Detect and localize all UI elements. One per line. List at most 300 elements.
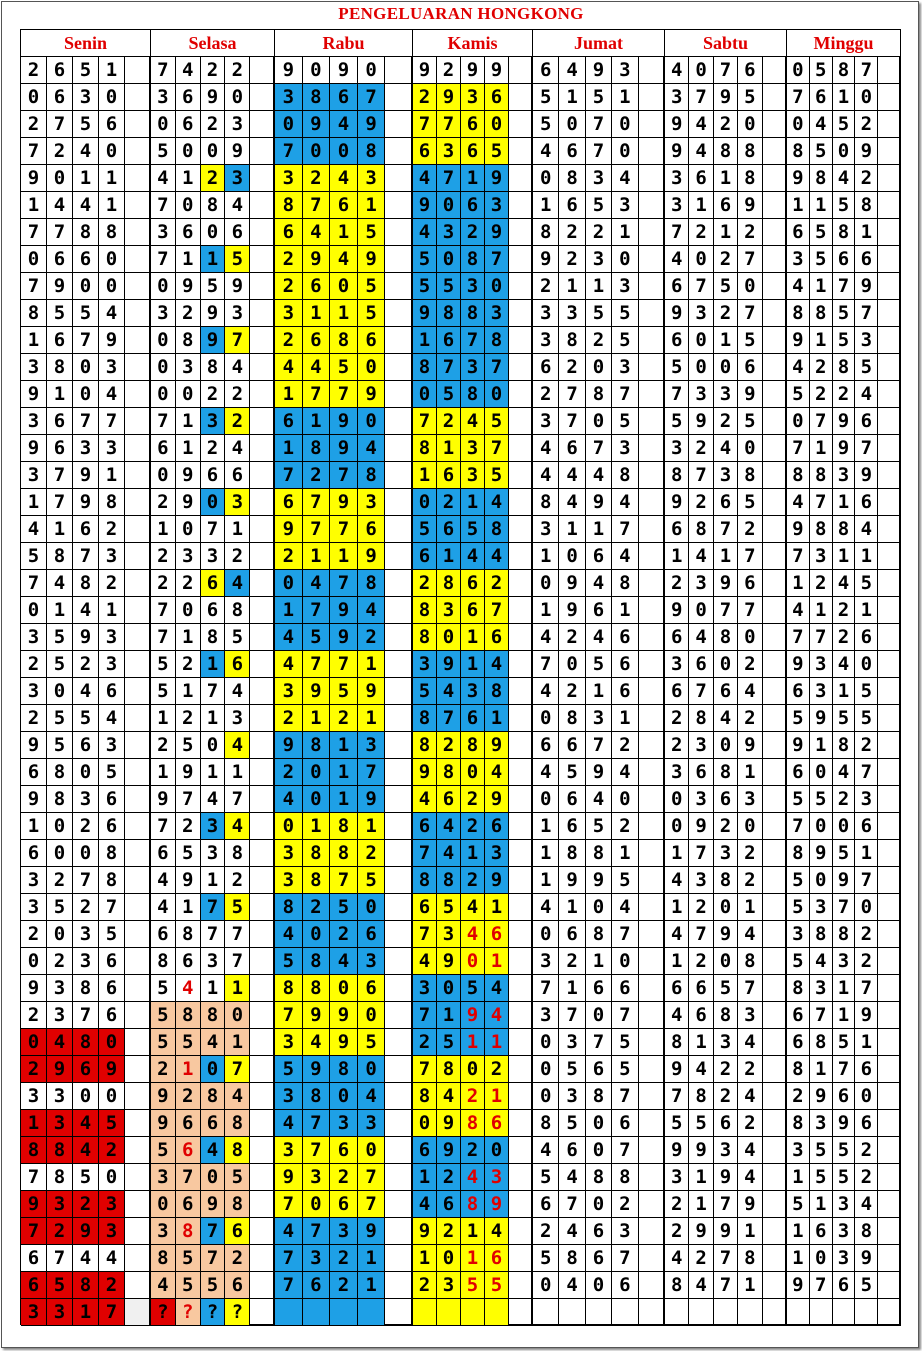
- digit-cell: 0: [533, 165, 559, 192]
- digit-cell: 7: [21, 570, 47, 597]
- spacer-cell: [125, 1029, 151, 1056]
- digit-cell: 9: [533, 246, 559, 273]
- spacer-cell: [878, 1218, 901, 1245]
- digit-cell: 1: [665, 948, 689, 975]
- digit-cell: 0: [21, 246, 47, 273]
- digit-cell: 1: [787, 1245, 810, 1272]
- spacer-cell: [878, 732, 901, 759]
- spacer-cell: [250, 381, 275, 408]
- digit-cell: 8: [461, 381, 485, 408]
- spacer-cell: [250, 597, 275, 624]
- digit-cell: 9: [437, 948, 461, 975]
- digit-cell: 7: [437, 165, 461, 192]
- digit-cell: [738, 1299, 762, 1326]
- digit-cell: 7: [151, 624, 176, 651]
- digit-cell: 6: [665, 678, 689, 705]
- spacer-cell: [878, 705, 901, 732]
- digit-cell: 4: [225, 435, 250, 462]
- digit-cell: 9: [437, 1110, 461, 1137]
- digit-cell: 5: [612, 1056, 638, 1083]
- digit-cell: 9: [485, 867, 509, 894]
- digit-cell: 6: [330, 84, 358, 111]
- spacer-cell: [878, 1029, 901, 1056]
- digit-cell: 8: [533, 489, 559, 516]
- digit-cell: [559, 1299, 585, 1326]
- digit-cell: 0: [176, 516, 201, 543]
- digit-cell: 5: [275, 948, 303, 975]
- digit-cell: 5: [738, 84, 762, 111]
- spacer-cell: [878, 516, 901, 543]
- digit-cell: 3: [358, 165, 386, 192]
- spacer-cell: [763, 570, 787, 597]
- digit-cell: 6: [413, 813, 437, 840]
- digit-cell: 6: [303, 327, 331, 354]
- spacer-cell: [763, 813, 787, 840]
- digit-cell: 2: [689, 219, 713, 246]
- digit-cell: 8: [485, 516, 509, 543]
- digit-cell: 6: [47, 84, 73, 111]
- digit-cell: 7: [810, 1002, 833, 1029]
- digit-cell: 5: [413, 516, 437, 543]
- spacer-cell: [763, 1029, 787, 1056]
- digit-cell: 6: [21, 840, 47, 867]
- digit-cell: 6: [413, 138, 437, 165]
- digit-cell: 8: [437, 867, 461, 894]
- spacer-cell: [125, 1245, 151, 1272]
- spacer-cell: [509, 543, 533, 570]
- digit-cell: 8: [275, 975, 303, 1002]
- digit-cell: 1: [855, 219, 878, 246]
- spacer-cell: [125, 435, 151, 462]
- digit-cell: 1: [358, 192, 386, 219]
- digit-cell: 3: [21, 462, 47, 489]
- digit-cell: 2: [855, 1164, 878, 1191]
- digit-cell: 5: [413, 273, 437, 300]
- digit-cell: 9: [586, 759, 612, 786]
- digit-cell: 6: [437, 327, 461, 354]
- digit-cell: 4: [559, 462, 585, 489]
- digit-cell: 6: [330, 1191, 358, 1218]
- spacer-cell: [878, 1164, 901, 1191]
- digit-cell: 3: [810, 651, 833, 678]
- digit-cell: 0: [358, 354, 386, 381]
- digit-cell: 9: [99, 1056, 125, 1083]
- digit-cell: 6: [437, 1191, 461, 1218]
- digit-cell: 9: [358, 1218, 386, 1245]
- spacer-cell: [250, 759, 275, 786]
- spacer-cell: [878, 894, 901, 921]
- spacer-cell: [509, 192, 533, 219]
- spacer-cell: [250, 732, 275, 759]
- digit-cell: 0: [559, 651, 585, 678]
- digit-cell: 4: [787, 489, 810, 516]
- digit-cell: 3: [73, 84, 99, 111]
- digit-cell: 6: [176, 111, 201, 138]
- digit-cell: 9: [714, 570, 738, 597]
- spacer-cell: [763, 1191, 787, 1218]
- digit-cell: 8: [99, 489, 125, 516]
- digit-cell: 7: [413, 1002, 437, 1029]
- digit-cell: 5: [358, 219, 386, 246]
- digit-cell: 7: [533, 651, 559, 678]
- digit-cell: 2: [738, 516, 762, 543]
- spacer-cell: [878, 84, 901, 111]
- digit-cell: 9: [485, 1191, 509, 1218]
- digit-cell: 0: [559, 543, 585, 570]
- digit-cell: 1: [810, 327, 833, 354]
- spacer-cell: [509, 1218, 533, 1245]
- digit-cell: 9: [73, 462, 99, 489]
- digit-cell: 2: [225, 867, 250, 894]
- digit-cell: 0: [738, 435, 762, 462]
- digit-cell: 0: [225, 84, 250, 111]
- spacer-cell: [639, 732, 665, 759]
- digit-cell: 9: [586, 489, 612, 516]
- digit-cell: 1: [176, 246, 201, 273]
- digit-cell: 4: [73, 1137, 99, 1164]
- digit-cell: 9: [225, 273, 250, 300]
- spacer-cell: [125, 192, 151, 219]
- digit-cell: 7: [787, 84, 810, 111]
- digit-cell: 2: [461, 1083, 485, 1110]
- digit-cell: 9: [21, 975, 47, 1002]
- digit-cell: 6: [151, 840, 176, 867]
- digit-cell: 1: [855, 840, 878, 867]
- digit-cell: 1: [833, 489, 856, 516]
- digit-cell: 6: [47, 435, 73, 462]
- digit-cell: 2: [176, 705, 201, 732]
- digit-cell: 2: [99, 570, 125, 597]
- spacer-cell: [763, 1272, 787, 1299]
- spacer-cell: [125, 219, 151, 246]
- spacer-cell: [763, 624, 787, 651]
- digit-cell: 0: [151, 354, 176, 381]
- digit-cell: 1: [303, 705, 331, 732]
- results-table: [20, 29, 901, 1325]
- spacer-cell: [385, 1245, 413, 1272]
- digit-cell: 7: [833, 894, 856, 921]
- digit-cell: 4: [855, 516, 878, 543]
- spacer-cell: [639, 1110, 665, 1137]
- digit-cell: 7: [99, 408, 125, 435]
- digit-cell: 6: [176, 84, 201, 111]
- digit-cell: 8: [738, 138, 762, 165]
- day-header-rabu: Rabu: [275, 30, 413, 57]
- digit-cell: 3: [73, 948, 99, 975]
- digit-cell: 0: [612, 246, 638, 273]
- digit-cell: 7: [413, 1056, 437, 1083]
- spacer-cell: [639, 300, 665, 327]
- digit-cell: 9: [413, 1218, 437, 1245]
- digit-cell: 3: [151, 219, 176, 246]
- digit-cell: 8: [485, 678, 509, 705]
- spacer-cell: [125, 651, 151, 678]
- digit-cell: 2: [612, 813, 638, 840]
- spacer-cell: [125, 1299, 151, 1326]
- digit-cell: 7: [151, 246, 176, 273]
- digit-cell: 3: [437, 597, 461, 624]
- digit-cell: 3: [461, 462, 485, 489]
- digit-cell: [533, 1299, 559, 1326]
- digit-cell: 3: [437, 921, 461, 948]
- digit-cell: 6: [559, 732, 585, 759]
- digit-cell: 8: [665, 1272, 689, 1299]
- spacer-cell: [509, 1191, 533, 1218]
- digit-cell: 2: [330, 705, 358, 732]
- digit-cell: 7: [225, 1056, 250, 1083]
- digit-cell: 2: [855, 111, 878, 138]
- digit-cell: 4: [485, 975, 509, 1002]
- spacer-cell: [509, 84, 533, 111]
- digit-cell: 3: [612, 354, 638, 381]
- digit-cell: 6: [303, 273, 331, 300]
- digit-cell: 7: [151, 597, 176, 624]
- spacer-cell: [878, 597, 901, 624]
- spacer-cell: [509, 138, 533, 165]
- digit-cell: 8: [612, 570, 638, 597]
- digit-cell: 5: [586, 651, 612, 678]
- digit-cell: 8: [810, 516, 833, 543]
- spacer-cell: [763, 1245, 787, 1272]
- spacer-cell: [763, 975, 787, 1002]
- digit-cell: 3: [559, 300, 585, 327]
- digit-cell: 4: [21, 516, 47, 543]
- digit-cell: 8: [358, 138, 386, 165]
- digit-cell: 2: [437, 1164, 461, 1191]
- digit-cell: 2: [225, 381, 250, 408]
- digit-cell: 7: [176, 1164, 201, 1191]
- digit-cell: 8: [73, 219, 99, 246]
- spacer-cell: [639, 840, 665, 867]
- digit-cell: 0: [689, 57, 713, 84]
- digit-cell: 8: [714, 867, 738, 894]
- spacer-cell: [509, 381, 533, 408]
- digit-cell: 8: [586, 381, 612, 408]
- digit-cell: [275, 1299, 303, 1326]
- digit-cell: 6: [358, 327, 386, 354]
- digit-cell: 3: [787, 1137, 810, 1164]
- digit-cell: 0: [47, 165, 73, 192]
- digit-cell: 2: [738, 651, 762, 678]
- digit-cell: 2: [533, 381, 559, 408]
- digit-cell: 7: [47, 111, 73, 138]
- spacer-cell: [639, 1164, 665, 1191]
- digit-cell: 9: [151, 1083, 176, 1110]
- spacer-cell: [385, 894, 413, 921]
- digit-cell: 1: [485, 948, 509, 975]
- digit-cell: 6: [855, 489, 878, 516]
- digit-cell: 4: [73, 597, 99, 624]
- digit-cell: 2: [714, 1056, 738, 1083]
- digit-cell: 8: [330, 840, 358, 867]
- digit-cell: 9: [21, 381, 47, 408]
- spacer-cell: [763, 1218, 787, 1245]
- digit-cell: 3: [21, 624, 47, 651]
- digit-cell: 0: [689, 327, 713, 354]
- digit-cell: 3: [485, 840, 509, 867]
- digit-cell: 1: [176, 1056, 201, 1083]
- digit-cell: ?: [176, 1299, 201, 1326]
- digit-cell: 7: [612, 381, 638, 408]
- spacer-cell: [763, 327, 787, 354]
- digit-cell: 1: [201, 867, 226, 894]
- digit-cell: 7: [714, 1191, 738, 1218]
- spacer-cell: [509, 921, 533, 948]
- digit-cell: 2: [437, 57, 461, 84]
- digit-cell: 3: [665, 192, 689, 219]
- digit-cell: 1: [738, 1218, 762, 1245]
- digit-cell: 3: [21, 867, 47, 894]
- spacer-cell: [509, 813, 533, 840]
- spacer-cell: [509, 516, 533, 543]
- spacer-cell: [639, 1245, 665, 1272]
- digit-cell: 1: [99, 597, 125, 624]
- spacer-cell: [385, 1272, 413, 1299]
- digit-cell: 9: [413, 300, 437, 327]
- spacer-cell: [250, 894, 275, 921]
- digit-cell: 8: [559, 705, 585, 732]
- digit-cell: 0: [358, 1056, 386, 1083]
- digit-cell: 0: [714, 651, 738, 678]
- spacer-cell: [250, 57, 275, 84]
- digit-cell: 9: [413, 192, 437, 219]
- digit-cell: 1: [47, 381, 73, 408]
- digit-cell: 0: [303, 759, 331, 786]
- digit-cell: 8: [833, 219, 856, 246]
- digit-cell: 8: [461, 1191, 485, 1218]
- digit-cell: 4: [787, 597, 810, 624]
- spacer-cell: [250, 1002, 275, 1029]
- spacer-cell: [250, 651, 275, 678]
- digit-cell: 2: [330, 1245, 358, 1272]
- digit-cell: 2: [21, 705, 47, 732]
- spacer-cell: [509, 111, 533, 138]
- digit-cell: 2: [330, 1164, 358, 1191]
- digit-cell: 4: [833, 651, 856, 678]
- digit-cell: 6: [559, 435, 585, 462]
- spacer-cell: [878, 786, 901, 813]
- digit-cell: 0: [612, 138, 638, 165]
- digit-cell: 1: [176, 408, 201, 435]
- digit-cell: 0: [303, 138, 331, 165]
- digit-cell: 3: [201, 840, 226, 867]
- digit-cell: 3: [665, 84, 689, 111]
- digit-cell: 9: [303, 111, 331, 138]
- digit-cell: 3: [612, 57, 638, 84]
- digit-cell: 3: [225, 300, 250, 327]
- digit-cell: 0: [612, 786, 638, 813]
- digit-cell: 4: [738, 1083, 762, 1110]
- digit-cell: 3: [176, 543, 201, 570]
- digit-cell: 4: [275, 624, 303, 651]
- spacer-cell: [878, 111, 901, 138]
- digit-cell: 7: [689, 462, 713, 489]
- digit-cell: 0: [330, 273, 358, 300]
- digit-cell: 3: [612, 435, 638, 462]
- digit-cell: 5: [151, 1137, 176, 1164]
- spacer-cell: [385, 1164, 413, 1191]
- digit-cell: 0: [303, 786, 331, 813]
- digit-cell: 0: [559, 111, 585, 138]
- digit-cell: 7: [73, 1002, 99, 1029]
- digit-cell: 6: [559, 192, 585, 219]
- digit-cell: 2: [176, 570, 201, 597]
- digit-cell: 9: [201, 327, 226, 354]
- digit-cell: 0: [151, 381, 176, 408]
- digit-cell: 6: [201, 597, 226, 624]
- digit-cell: 2: [833, 381, 856, 408]
- digit-cell: 1: [738, 894, 762, 921]
- digit-cell: 6: [533, 732, 559, 759]
- digit-cell: 5: [47, 894, 73, 921]
- digit-cell: 2: [21, 57, 47, 84]
- digit-cell: 7: [201, 1218, 226, 1245]
- digit-cell: 4: [461, 921, 485, 948]
- spacer-cell: [250, 543, 275, 570]
- digit-cell: 0: [73, 381, 99, 408]
- digit-cell: 2: [833, 597, 856, 624]
- digit-cell: 5: [714, 975, 738, 1002]
- day-header-kamis: Kamis: [413, 30, 533, 57]
- digit-cell: 5: [201, 1272, 226, 1299]
- digit-cell: 6: [738, 354, 762, 381]
- digit-cell: 0: [833, 138, 856, 165]
- digit-cell: 0: [176, 381, 201, 408]
- spacer-cell: [878, 948, 901, 975]
- digit-cell: 4: [833, 165, 856, 192]
- spacer-cell: [878, 246, 901, 273]
- digit-cell: 5: [73, 111, 99, 138]
- spacer-cell: [639, 624, 665, 651]
- spacer-cell: [763, 516, 787, 543]
- digit-cell: 6: [586, 597, 612, 624]
- digit-cell: 0: [73, 354, 99, 381]
- digit-cell: 1: [855, 597, 878, 624]
- spacer-cell: [385, 327, 413, 354]
- digit-cell: 8: [358, 570, 386, 597]
- digit-cell: 1: [437, 1002, 461, 1029]
- digit-cell: 3: [151, 84, 176, 111]
- digit-cell: 3: [461, 678, 485, 705]
- digit-cell: 7: [275, 1272, 303, 1299]
- digit-cell: 4: [665, 1002, 689, 1029]
- digit-cell: 9: [330, 624, 358, 651]
- digit-cell: 5: [810, 219, 833, 246]
- digit-cell: 7: [47, 219, 73, 246]
- digit-cell: 9: [73, 489, 99, 516]
- spacer-cell: [125, 786, 151, 813]
- spacer-cell: [125, 678, 151, 705]
- spacer-cell: [639, 1218, 665, 1245]
- spacer-cell: [385, 1029, 413, 1056]
- digit-cell: 9: [787, 165, 810, 192]
- digit-cell: 9: [47, 1056, 73, 1083]
- digit-cell: 0: [275, 111, 303, 138]
- digit-cell: 3: [738, 786, 762, 813]
- digit-cell: 1: [689, 1191, 713, 1218]
- digit-cell: 2: [714, 408, 738, 435]
- digit-cell: 0: [437, 975, 461, 1002]
- digit-cell: 5: [559, 759, 585, 786]
- digit-cell: 2: [689, 489, 713, 516]
- digit-cell: 4: [533, 624, 559, 651]
- digit-cell: 3: [47, 1083, 73, 1110]
- digit-cell: 7: [99, 894, 125, 921]
- digit-cell: 6: [833, 1272, 856, 1299]
- digit-cell: 4: [787, 273, 810, 300]
- digit-cell: 4: [99, 381, 125, 408]
- digit-cell: 8: [665, 462, 689, 489]
